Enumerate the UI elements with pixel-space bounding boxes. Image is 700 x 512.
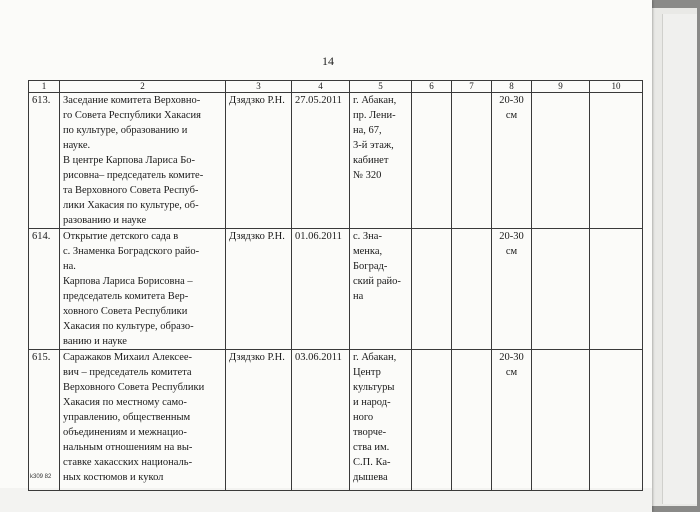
desc-line: Открытие детского сада в [63,231,179,242]
desc-line: вич – председатель комитета [63,367,192,378]
place-line: Боград- [353,261,388,272]
col-header-5: 5 [350,81,412,93]
empty-cell [412,350,452,491]
place-line: № 320 [353,170,382,181]
event-duration [492,229,532,350]
event-duration [492,93,532,229]
desc-line: нальным отношениям на вы- [63,442,193,453]
desc-line: Верховного Совета Республики [63,382,205,393]
place-line: менка, [353,246,383,257]
duration-line: см [505,246,518,257]
row-number: 613. [29,93,60,229]
empty-cell [452,350,492,491]
place-line: Центр [353,367,381,378]
place-line: С.П. Ка- [353,457,391,468]
empty-cell [412,229,452,350]
paper-stack-edge-inner [662,14,697,504]
empty-cell [590,93,643,229]
desc-line: Заседание комитета Верховно- [63,95,201,106]
event-description [60,350,226,491]
col-header-10: 10 [590,81,643,93]
col-header-9: 9 [532,81,590,93]
sheet-bottom-band [0,488,652,512]
place-line: на [353,291,364,302]
place-line: пр. Лени- [353,110,396,121]
schedule-table [28,80,643,491]
col-header-7: 7 [452,81,492,93]
place-line: кабинет [353,155,389,166]
table-row [29,350,643,491]
event-duration [492,350,532,491]
place-line: творче- [353,427,387,438]
col-header-3: 3 [226,81,292,93]
event-description [60,93,226,229]
desc-line: науке. [63,140,91,151]
empty-cell [590,350,643,491]
desc-line: объединениям и межнацио- [63,427,187,438]
desc-line: Хакасия по местному само- [63,397,187,408]
duration-line: 20-30 [499,95,524,106]
place-line: и народ- [353,397,391,408]
desc-line: рисовна– председатель комите- [63,170,204,181]
empty-cell [412,93,452,229]
col-header-4: 4 [292,81,350,93]
responsible-person: Дзядзко Р.Н. [226,93,292,229]
place-line: с. Зна- [353,231,382,242]
place-line: на, 67, [353,125,382,136]
empty-cell [590,229,643,350]
desc-line: В центре Карпова Лариса Бо- [63,155,196,166]
col-header-8: 8 [492,81,532,93]
col-header-1: 1 [29,81,60,93]
page-number: 14 [322,54,334,68]
empty-cell [452,93,492,229]
desc-line: на. [63,261,76,272]
desc-line: председатель комитета Вер- [63,291,189,302]
col-header-6: 6 [412,81,452,93]
row-number: 615. [29,350,60,491]
place-line: г. Абакан, [353,352,397,363]
table-row [29,229,643,350]
place-line: 3-й этаж, [353,140,394,151]
empty-cell [532,350,590,491]
desc-line: ховного Совета Республики [63,306,188,317]
event-date: 01.06.2011 [292,229,350,350]
event-date: 03.06.2011 [292,350,350,491]
desc-line: го Совета Республики Хакасия [63,110,201,121]
empty-cell [532,93,590,229]
desc-line: по культуре, образованию и [63,125,188,136]
desc-line: ванию и науке [63,336,127,347]
place-line: ский райо- [353,276,401,287]
desc-line: Хакасия по культуре, образо- [63,321,194,332]
event-place [350,93,412,229]
desc-line: ных костюмов и кукол [63,472,164,483]
duration-line: 20-30 [499,231,524,242]
place-line: ного [353,412,374,423]
duration-line: см [505,110,518,121]
desc-line: разованию и науке [63,215,147,226]
table-row [29,93,643,229]
place-line: дышева [353,472,388,483]
duration-line: 20-30 [499,352,524,363]
event-date: 27.05.2011 [292,93,350,229]
event-description [60,229,226,350]
place-line: ства им. [353,442,390,453]
col-header-2: 2 [60,81,226,93]
event-place [350,350,412,491]
row-number: 614. [29,229,60,350]
desc-line: Саражаков Михаил Алексее- [63,352,193,363]
desc-line: управлению, общественным [63,412,191,423]
desc-line: Карпова Лариса Борисовна – [63,276,193,287]
place-line: культуры [353,382,395,393]
footer-code: k309 82 [30,474,52,480]
table-header-row [29,81,643,93]
place-line: г. Абакан, [353,95,397,106]
duration-line: см [505,367,518,378]
empty-cell [532,229,590,350]
desc-line: с. Знаменка Боградского райо- [63,246,200,257]
event-place [350,229,412,350]
desc-line: ставке хакасских националь- [63,457,193,468]
responsible-person: Дзядзко Р.Н. [226,350,292,491]
desc-line: та Верховного Совета Респуб- [63,185,199,196]
desc-line: лики Хакасия по культуре, об- [63,200,199,211]
empty-cell [452,229,492,350]
responsible-person: Дзядзко Р.Н. [226,229,292,350]
